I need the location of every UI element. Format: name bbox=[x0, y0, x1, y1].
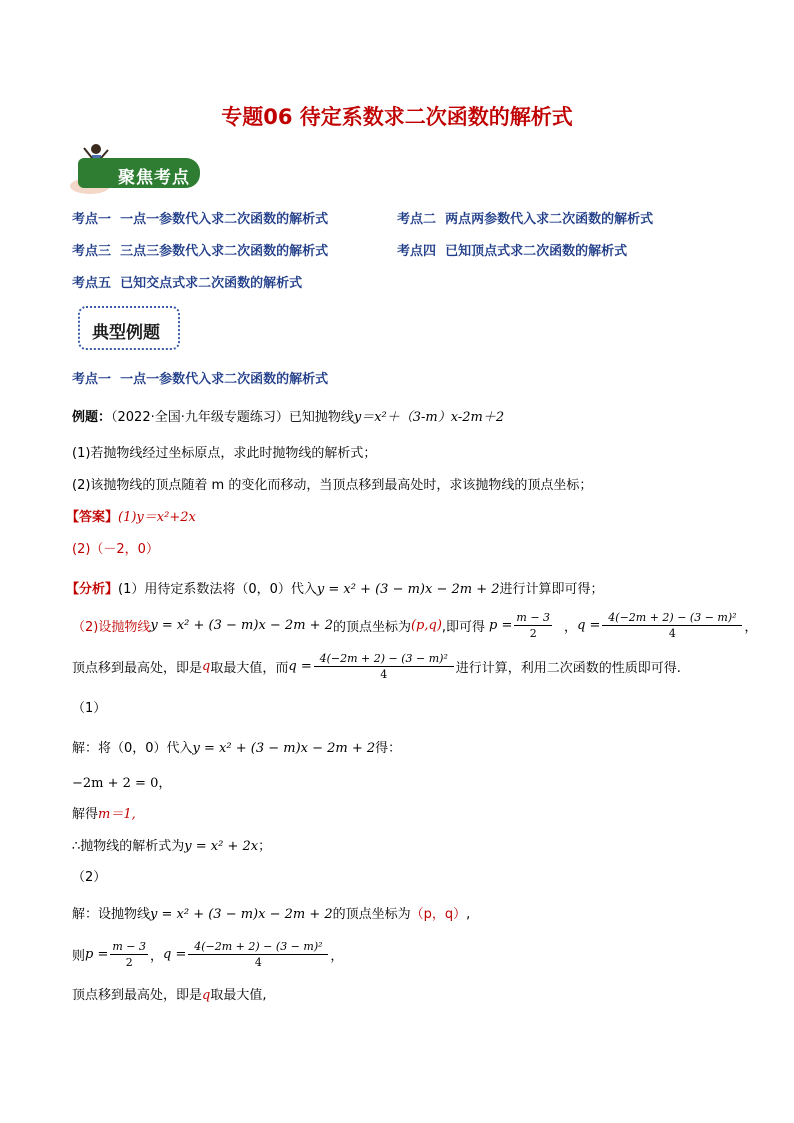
solution-equation: y = x² + (3 − m)x − 2m + 2 bbox=[192, 741, 376, 756]
vertex-pq: （p，q） bbox=[410, 907, 467, 922]
vertex-pq: (p,q) bbox=[410, 617, 442, 633]
kaodian-tag: 考点一 bbox=[72, 212, 112, 227]
kaodian-text: 三点三参数代入求二次函数的解析式 bbox=[120, 244, 329, 259]
q-var: q bbox=[202, 658, 211, 674]
example-label: 例题： bbox=[72, 410, 112, 425]
solution-text: 解：设抛物线 bbox=[72, 907, 151, 922]
solution-text: 的顶点坐标为 bbox=[332, 907, 411, 922]
part-2-label: （2） bbox=[72, 870, 107, 885]
analysis-text: 进行计算，利用二次函数的性质即可得. bbox=[455, 660, 681, 676]
solution-equation: y = x² + 2x bbox=[184, 839, 259, 854]
solution-line-2: −2m + 2 = 0， bbox=[72, 776, 172, 791]
kaodian-text: 已知顶点式求二次函数的解析式 bbox=[445, 244, 628, 259]
example-line bbox=[72, 406, 504, 425]
solution-text: 解得 bbox=[72, 807, 99, 822]
answer-2: (2)（－2，0） bbox=[72, 542, 159, 557]
example-formula: y＝x²＋（3-m）x-2m＋2 bbox=[353, 410, 505, 425]
typical-example-label: 典型例题 bbox=[92, 323, 160, 343]
analysis-text: （2)设抛物线 bbox=[72, 619, 151, 635]
p-equals: p = bbox=[85, 946, 109, 962]
analysis-line-1 bbox=[66, 578, 604, 597]
analysis-text: ,即可得 bbox=[441, 619, 486, 635]
solution-line-1 bbox=[72, 737, 401, 756]
q-fraction: $\frac{\text{4(−2m + 2) − (3 − m)²}}{4}$ bbox=[314, 652, 454, 681]
answer-label: 【答案】 bbox=[66, 510, 119, 525]
analysis-text: (1）用待定系数法将（0，0）代入 bbox=[118, 582, 317, 597]
kaodian-tag: 考点二 bbox=[397, 212, 437, 227]
kaodian-tag: 考点四 bbox=[397, 244, 437, 259]
kaodian-text: 两点两参数代入求二次函数的解析式 bbox=[445, 212, 654, 227]
example-source: （2022·全国·九年级专题练习）已知抛物线 bbox=[111, 410, 354, 425]
q-fraction: $\frac{\text{4(−2m + 2) − (3 − m)²}}{4}$ bbox=[602, 611, 742, 640]
analysis-equation: y = x² + (3 − m)x − 2m + 2 bbox=[316, 582, 500, 597]
question-2: (2)该抛物线的顶点随着 m 的变化而移动，当顶点移到最高处时，求该抛物线的顶点坐标； bbox=[72, 478, 593, 493]
focus-badge-label: 聚焦考点 bbox=[118, 168, 190, 188]
solution-line-4 bbox=[72, 835, 271, 854]
kaodian-1 bbox=[72, 208, 328, 227]
kaodian-tag: 考点五 bbox=[72, 276, 112, 291]
solution-text: 顶点移到最高处，即是 bbox=[72, 988, 203, 1003]
solution-text: ∴抛物线的解析式为 bbox=[72, 839, 185, 854]
analysis-text: 顶点移到最高处，即是 bbox=[72, 660, 203, 676]
analysis-label: 【分析】 bbox=[66, 582, 119, 597]
section-text: 一点一参数代入求二次函数的解析式 bbox=[120, 372, 329, 387]
p-fraction: $\frac{m - 3}{2}$ bbox=[516, 610, 551, 640]
q-fraction: $\frac{\text{4(−2m + 2) − (3 − m)²}}{4}$ bbox=[188, 940, 328, 969]
analysis-text: 进行计算即可得； bbox=[499, 582, 604, 597]
p-equals: p = bbox=[489, 617, 513, 633]
q-equals: q = bbox=[288, 658, 312, 674]
solution-line-6: 则 p = $\frac{m - 3}{2}$ ， q = $\frac{\text{4(−2m + 2) − (3 − m)²}}{4}$ ， bbox=[72, 939, 344, 969]
p-fraction: $\frac{m - 3}{2}$ bbox=[112, 939, 147, 969]
q-var: q bbox=[202, 988, 211, 1003]
solution-text: 取最大值, bbox=[210, 988, 267, 1003]
section-tag: 考点一 bbox=[72, 372, 112, 387]
solution-line-5 bbox=[72, 903, 470, 922]
kaodian-3 bbox=[72, 240, 328, 259]
kaodian-4 bbox=[397, 240, 627, 259]
kaodian-2 bbox=[397, 208, 653, 227]
solution-line-7 bbox=[72, 984, 266, 1003]
solution-line-3 bbox=[72, 803, 136, 822]
solution-text: 解：将（0，0）代入 bbox=[72, 741, 193, 756]
solution-equation: y = x² + (3 − m)x − 2m + 2 bbox=[150, 907, 333, 922]
solution-text: 则 bbox=[72, 948, 86, 964]
q-equals: q = bbox=[163, 946, 187, 962]
q-equals: q = bbox=[577, 617, 601, 633]
analysis-text: 取最大值，而 bbox=[210, 660, 289, 676]
analysis-text: 的顶点坐标为 bbox=[332, 619, 411, 635]
question-1: (1)若抛物线经过坐标原点，求此时抛物线的解析式； bbox=[72, 446, 377, 461]
solution-text: , bbox=[466, 907, 471, 922]
kaodian-tag: 考点三 bbox=[72, 244, 112, 259]
part-1-label: （1） bbox=[72, 701, 107, 716]
analysis-equation: y = x² + (3 − m)x − 2m + 2 bbox=[150, 617, 333, 633]
answer-1: (1)y＝x²+2x bbox=[118, 510, 196, 525]
kaodian-5 bbox=[72, 272, 302, 291]
kaodian-text: 已知交点式求二次函数的解析式 bbox=[120, 276, 303, 291]
answer-line-1 bbox=[66, 506, 196, 525]
kaodian-text: 一点一参数代入求二次函数的解析式 bbox=[120, 212, 329, 227]
page-title: 专题06 待定系数求二次函数的解析式 bbox=[221, 105, 573, 129]
analysis-line-2: （2)设抛物线 y = x² + (3 − m)x − 2m + 2 的顶点坐标为 (p,q) ,即可得 p = $\frac{m - 3}{2}$ ， q = $\frac{\text{4(−2m + 2) − (3 − m)²}}{4}$ ， bbox=[72, 610, 758, 640]
section-heading bbox=[72, 368, 328, 387]
m-value: m＝1, bbox=[98, 807, 136, 822]
solution-text: ； bbox=[258, 839, 272, 854]
analysis-line-3 bbox=[72, 646, 681, 686]
solution-text: 得： bbox=[375, 741, 402, 756]
